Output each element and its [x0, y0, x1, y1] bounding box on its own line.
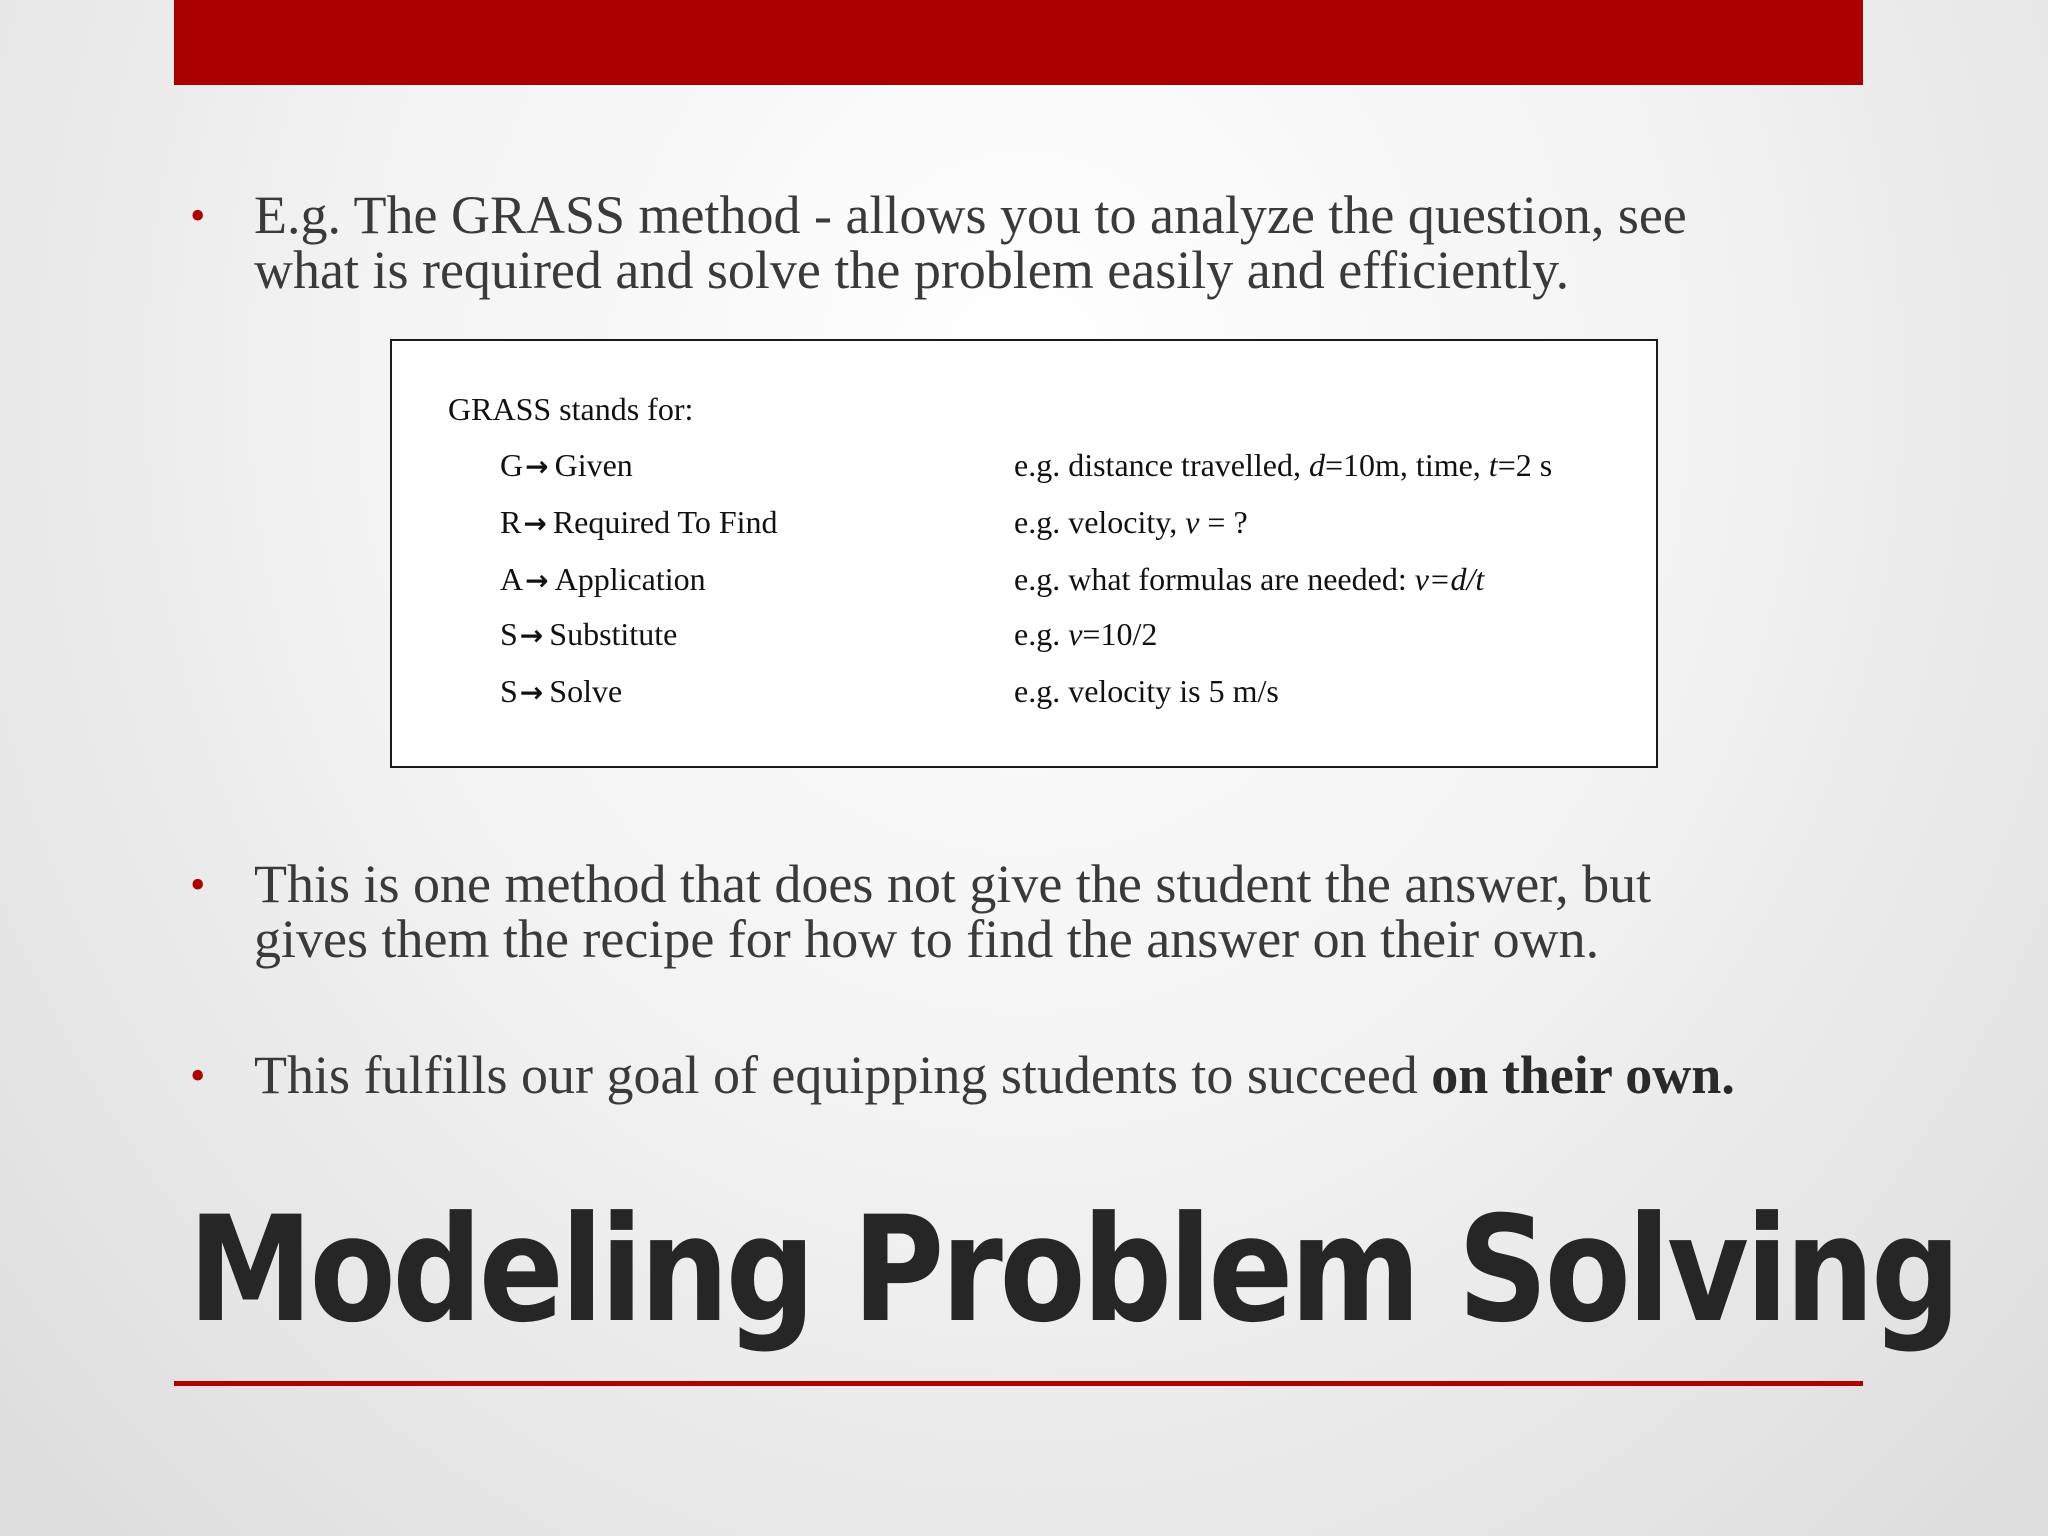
slide-title: Modeling Problem Solving [188, 1185, 1958, 1355]
bullet-method-explanation [190, 854, 1850, 969]
grass-row-given: G→ Given e.g. distance travelled, d=10m, time, t=2 s [500, 447, 1553, 483]
title-underline [174, 1381, 1863, 1386]
bullet-text: This fulfills our goal of equipping students to succeed on their own. [254, 1045, 1735, 1105]
bullet-goal [190, 1045, 1850, 1105]
grass-heading: GRASS stands for: [448, 391, 694, 427]
grass-row-solve: S→ Solve e.g. velocity is 5 m/s [500, 673, 1279, 709]
grass-example: e.g. what formulas are needed: v=d/t [1014, 561, 1485, 597]
top-accent-bar [174, 0, 1863, 85]
grass-row-substitute: S→ Substitute e.g. v=10/2 [500, 616, 1158, 652]
grass-row-application: A→ Application e.g. what formulas are needed: v=d/t [500, 561, 1485, 597]
grass-row-required: R→ Required To Find e.g. velocity, v = ? [500, 504, 1248, 540]
grass-example: e.g. velocity is 5 m/s [1014, 673, 1279, 709]
arrow-icon: → [519, 619, 544, 652]
grass-example: e.g. v=10/2 [1014, 616, 1158, 652]
bullet-text: E.g. The GRASS method - allows you to analyze the question, see what is required and solve the problem easily and efficiently. [254, 185, 1687, 300]
bullet-grass-intro [190, 185, 1850, 300]
bullet-emphasis: on their own. [1431, 1045, 1735, 1105]
arrow-icon: → [525, 450, 549, 483]
bullet-text: This is one method that does not give the student the answer, but gives them the recipe for how to find the answer on their own. [254, 854, 1652, 969]
bullet-icon: • [190, 191, 206, 240]
grass-example: e.g. distance travelled, d=10m, time, t=2 s [1014, 447, 1553, 483]
arrow-icon: → [523, 507, 547, 540]
arrow-icon: → [519, 676, 544, 709]
bullet-icon: • [190, 860, 206, 909]
arrow-icon: → [525, 564, 549, 597]
grass-method-box [390, 339, 1658, 768]
grass-example: e.g. velocity, v = ? [1014, 504, 1248, 540]
bullet-icon: • [190, 1051, 206, 1100]
